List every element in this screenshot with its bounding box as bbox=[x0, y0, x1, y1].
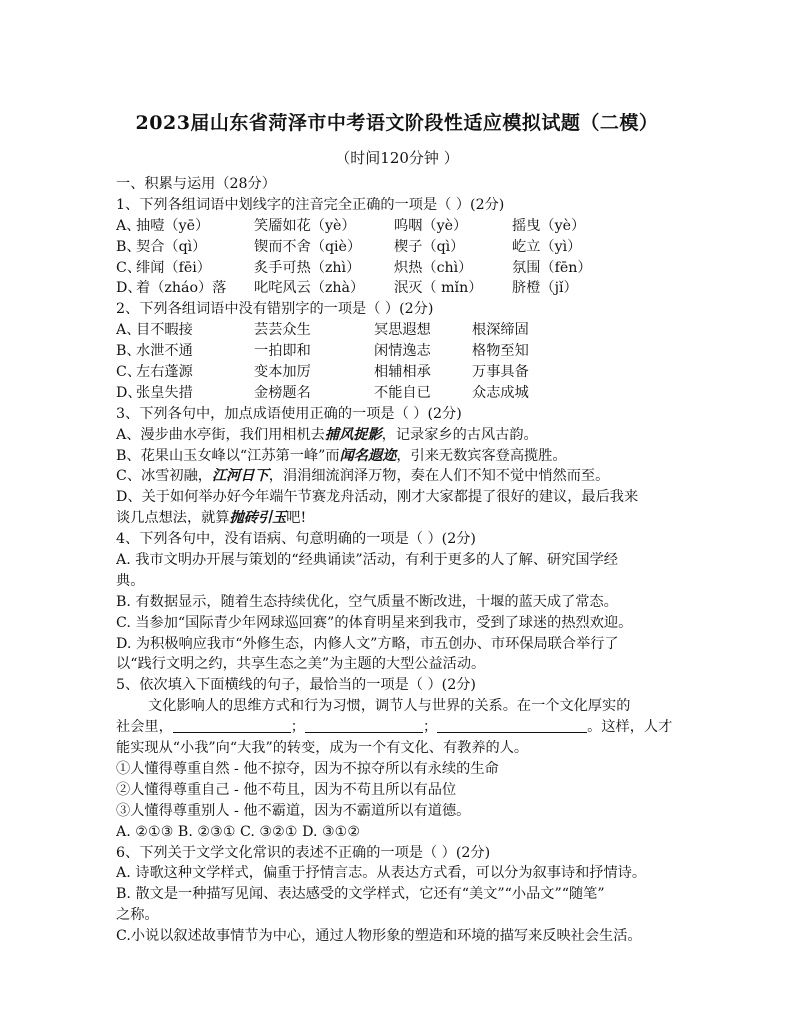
question-5-stem: 5、依次填入下面横线的句子，最恰当的一项是（ ）(2分) bbox=[116, 677, 476, 694]
question-2-stem: 2、下列各组词语中没有错别字的一项是（ ）(2分) bbox=[116, 301, 434, 318]
question-4-option-b: B. 有数据显示，随着生态持续优化，空气质量不断改进，十堰的蓝天成了常态。 bbox=[116, 593, 618, 610]
question-4-option-d-line1: D. 为积极响应我市“外修生态，内修人文”方略，市五创办、市环保局联合举行了 bbox=[116, 635, 619, 652]
question-2-option-d: D、张皇失措 金榜题名 不能自已 众志成城 bbox=[116, 384, 529, 401]
question-5-sentence-3: ③人懂得尊重别人 - 他不霸道，因为不霸道所以有道德。 bbox=[116, 802, 471, 819]
question-1-option-a: A、抽噎（yē） 笑靥如花（yè） 呜咽（yè） 摇曳（yè） bbox=[116, 217, 586, 234]
section-heading: 一、积累与运用（28分） bbox=[116, 176, 276, 192]
question-3-option-d-line1: D、关于如何举办好今年端午节赛龙舟活动，刚才大家都提了很好的建议，最后我来 bbox=[116, 489, 639, 506]
fill-blank[interactable] bbox=[437, 718, 587, 733]
question-4-option-a-line1: A. 我市文明办开展与策划的“经典诵读”活动，有利于更多的人了解、研究国学经 bbox=[116, 552, 618, 569]
question-3-stem: 3、下列各句中，加点成语使用正确的一项是（ ）(2分) bbox=[116, 405, 462, 422]
question-6-option-c: C.小说以叙述故事情节为中心，通过人物形象的塑造和环境的描写来反映社会生活。 bbox=[116, 928, 642, 945]
idiom-highlight: 抛砖引玉 bbox=[229, 510, 287, 527]
idiom-highlight: 江河日下 bbox=[211, 468, 269, 485]
question-2-option-b: B、水泄不通 一拍即和 闲情逸志 格物至知 bbox=[116, 343, 529, 360]
question-3-option-a: A、漫步曲水亭街，我们用相机去捕风捉影，记录家乡的古风古韵。 bbox=[116, 426, 538, 443]
fill-blank[interactable] bbox=[173, 718, 291, 733]
question-5-passage-line2: 社会里， ； ； 。这样，人才 bbox=[116, 719, 673, 736]
question-5-sentence-1: ①人懂得尊重自然 - 他不掠夺，因为不掠夺所以有永续的生命 bbox=[116, 760, 499, 777]
question-5-sentence-2: ②人懂得尊重自己 - 他不苟且，因为不苟且所以有品位 bbox=[116, 781, 457, 798]
exam-content bbox=[116, 174, 686, 947]
question-4-stem: 4、下列各句中，没有语病、句意明确的一项是（ ）(2分) bbox=[116, 531, 476, 548]
question-3-option-b: B、花果山玉女峰以“江苏第一峰”而闻名遐迩，引来无数宾客登高揽胜。 bbox=[116, 447, 567, 464]
question-2-option-a: A、目不暇接 芸芸众生 冥思遐想 根深缔固 bbox=[116, 322, 529, 339]
question-6-option-b-line1: B. 散文是一种描写见闻、表达感受的文学样式，它还有“美文”“小品文”“随笔” bbox=[116, 886, 605, 903]
exam-title: 2023届山东省菏泽市中考语文阶段性适应模拟试题（二模） bbox=[135, 112, 659, 134]
question-5-options: A. ②①③ B. ②③① C. ③②① D. ③①② bbox=[116, 823, 361, 840]
question-4-option-c: C. 当参加“国际青少年网球巡回赛”的体育明星来到我市，受到了球迷的热烈欢迎。 bbox=[116, 614, 633, 631]
idiom-highlight: 闻名遐迩 bbox=[339, 447, 397, 464]
question-1-option-d: D、着（zháo）落 叱咤风云（zhà） 泯灭（ mǐn） 脐橙（jǐ） bbox=[116, 280, 578, 297]
question-3-option-c: C、冰雪初融，江河日下，涓涓细流润泽万物，奏在人们不知不觉中悄然而至。 bbox=[116, 468, 610, 485]
question-6-option-a: A. 诗歌这种文学样式，偏重于抒情言志。从表达方式看，可以分为叙事诗和抒情诗。 bbox=[116, 865, 647, 882]
question-1-option-b: B、契合（qì） 锲而不舍（qiè） 楔子（qì） 屹立（yì） bbox=[116, 238, 582, 255]
question-6-stem: 6、下列关于文学文化常识的表述不正确的一项是（ ）(2分) bbox=[116, 844, 491, 861]
idiom-highlight: 捕风捉影 bbox=[324, 426, 382, 443]
question-5-passage-line3: 能实现从“小我”向“大我”的转变，成为一个有文化、有教养的人。 bbox=[116, 740, 529, 757]
question-3-option-d-line2: 谈几点想法，就算抛砖引玉吧! bbox=[116, 510, 307, 527]
question-4-option-a-line2: 典。 bbox=[116, 572, 145, 589]
question-4-option-d-line2: 以“践行文明之约，共享生态之美”为主题的大型公益活动。 bbox=[116, 656, 486, 673]
question-6-option-b-line2: 之称。 bbox=[116, 907, 159, 924]
question-1-stem: 1、下列各组词语中划线字的注音完全正确的一项是（ ）(2分) bbox=[116, 196, 505, 213]
question-2-option-c: C、左右蓬源 变本加厉 相辅相承 万事具备 bbox=[116, 364, 529, 381]
fill-blank[interactable] bbox=[305, 718, 423, 733]
question-1-option-c: C、绯闻（fēi） 炙手可热（zhì） 炽热（chì） 氛围（fēn） bbox=[116, 259, 592, 276]
exam-subtitle: （时间120分钟 ） bbox=[335, 149, 459, 167]
question-5-passage-line1: 文化影响人的思维方式和行为习惯，调节人与世界的关系。在一个文化厚实的 bbox=[148, 698, 631, 715]
